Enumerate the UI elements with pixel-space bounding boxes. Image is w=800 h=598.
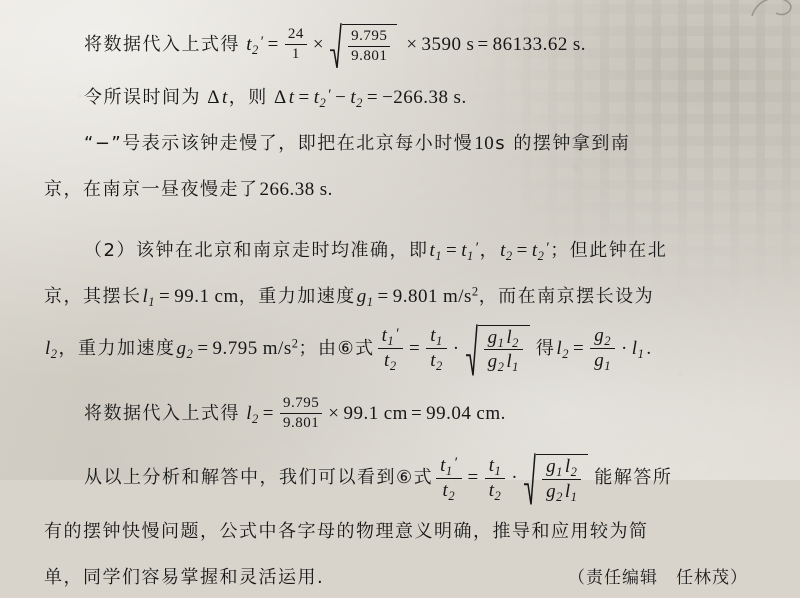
value-9-795: 9.795: [212, 337, 258, 359]
value-9-801: 9.801: [392, 285, 438, 307]
part2-text-c: 京，其摆长: [44, 285, 142, 307]
value-99-04: 99.04: [426, 403, 472, 425]
part2-text-b: ；但此钟在北: [550, 239, 668, 261]
variable-l1-b: $l_1$: [631, 337, 645, 361]
fraction-g1l2-g2l1-b: $\frac{g_1 l_2}{g_2 l_1}$: [539, 456, 584, 503]
paragraph-minus-sign-explanation-line2: [44, 170, 770, 210]
unit-seconds-3: s.: [453, 86, 467, 108]
fraction-t1-over-t2: $\frac{t_1}{t_2}$: [423, 325, 450, 372]
paragraph-substitute-data-l2: 将数据代入上式得 $l_2$ = $\frac{9.795}{9.801}$ × 99.1 cm = 99.04 cm.: [84, 395, 506, 432]
conclusion-text-b: 能解答所: [594, 467, 673, 489]
value-99-1: 99.1: [174, 285, 210, 307]
sqrt-g1l2-over-g2l1: [465, 323, 534, 377]
conclusion-text-a: 从以上分析和解答中，我们可以看到⑥式: [84, 467, 434, 489]
fraction-9795-over-9801: $\frac{9.795}{9.801}$: [345, 28, 393, 66]
unit-seconds-4: s.: [319, 178, 333, 200]
fraction-g1l2-g2l1: $\frac{g_1 l_2}{g_2 l_1}$: [481, 327, 526, 374]
unit-cm-3: cm.: [476, 403, 506, 425]
part2-text-d: ，重力加速度: [238, 285, 356, 307]
paragraph-conclusion-line2: [44, 512, 770, 552]
explanation-text-a: “−”号表示该钟走慢了，即把在北京每小时慢: [84, 132, 474, 154]
variable-l2: $l_2$: [45, 337, 58, 361]
unit-m-per-s2-1: $m/s^2$: [442, 284, 479, 307]
conclusion-text-d: 单，同学们容易掌握和灵活运用.: [44, 566, 325, 588]
paragraph-part2-line3: $l_2$，重力加速度$g_2 = 9.795$ $m/s^2$；由⑥式 $\frac{t_1'}{t_2}$ = $\frac{t_1}{t_2}$ · $\frac{g_1 l_2}{g_2 l_1}$ 得$l_2$ = $\frac{g_2}{g_1}$ · $l_1$ .: [44, 323, 770, 377]
variable-t2-prime: $t_2'$: [246, 33, 264, 57]
value-minus-266-38: −266.38: [382, 86, 449, 108]
unit-seconds-1: s: [466, 33, 475, 55]
paragraph-conclusion-line3: [44, 558, 770, 598]
paragraph-substitute-data-t2: 将数据代入上式得 $t_2'$ = $\frac{24}{1}$ × $\frac{9.795}{9.801}$ × 3590 s = 86133.62 s.: [44, 22, 770, 69]
symbol-delta-t-2: Δ: [274, 86, 287, 108]
variable-l2-c: $l_2$: [246, 403, 259, 427]
variable-l2-b: $l_2$: [556, 337, 569, 361]
l2-lead-text: 将数据代入上式得: [84, 403, 240, 425]
radical-sign-icon-3: [524, 452, 536, 506]
variable-g1: $g_1$: [356, 285, 374, 309]
part2-text-f: ，重力加速度: [58, 337, 176, 359]
radical-sign-icon: [330, 22, 342, 69]
value-10: 10: [474, 132, 495, 154]
variable-l1: $l_1$: [142, 285, 156, 309]
symbol-delta-t-1: Δ: [207, 86, 220, 108]
variable-t1-prime: $t_1'$: [461, 238, 479, 263]
part2-text-e: ，而在南京摆长设为: [478, 285, 655, 307]
delta-t-mid-text: ，则: [228, 86, 268, 108]
paragraph-part2-line2: 京，其摆长$l_1 = 99.1$ cm，重力加速度$g_1 = 9.801$ $m/s^2$，而在南京摆长设为: [44, 284, 655, 309]
value-99-1-b: 99.1: [343, 403, 379, 425]
value-3590: 3590: [421, 33, 462, 55]
paragraph-minus-sign-explanation-line1: [44, 124, 770, 164]
variable-g2: $g_2$: [176, 337, 194, 361]
delta-t-lead-text: 令所误时间为: [84, 86, 201, 108]
paragraph-conclusion-line1: 从以上分析和解答中，我们可以看到⑥式 $\frac{t_1'}{t_2}$ = $\frac{t_1}{t_2}$ · $\frac{g_1 l_2}{g_2 l_1}$ 能解答所: [44, 452, 770, 506]
value-result-86133-62: 86133.62: [492, 33, 568, 55]
variable-t2-prime-b: $t_2'$: [531, 238, 550, 263]
variable-t2: $t_2$: [350, 86, 363, 110]
fraction-t1prime-over-t2: $\frac{t_1'}{t_2}$: [375, 325, 406, 372]
part2-text-h: 得: [535, 337, 556, 359]
conclusion-text-c: 有的摆钟快慢问题，公式中各字母的物理意义明确，推导和应用较为简: [44, 520, 649, 542]
unit-m-per-s2-2: $m/s^2$: [262, 336, 299, 359]
variable-t2-prime-2: $t_2'$: [313, 86, 332, 110]
explanation-text-b: s 的摆钟拿到南: [495, 132, 631, 154]
paragraph-lead-text: 将数据代入上式得: [84, 33, 240, 55]
radical-sign-icon-2: [466, 323, 478, 377]
paragraph-delta-t: 令所误时间为 Δ t，则 Δ $t = t_2' - t_2 = -266.38$ s.: [84, 86, 467, 110]
value-266-38: 266.38: [259, 178, 315, 200]
variable-t2-b: $t_2$: [500, 239, 513, 263]
part2-text-g: ；由⑥式: [298, 337, 375, 359]
editor-credit: （责任编辑 任林茂）: [568, 567, 748, 588]
part2-text-a: （2）该钟在北京和南京走时均准确，即: [84, 239, 429, 261]
fraction-t1-over-t2-b: $\frac{t_1}{t_2}$: [482, 455, 509, 502]
sqrt-g-ratio: [329, 22, 401, 69]
explanation-text-c: 京，在南京一昼夜慢走了: [44, 178, 259, 200]
sqrt-g1l2-over-g2l1-b: [523, 452, 592, 506]
fraction-9795-over-9801-b: $\frac{9.795}{9.801}$: [277, 395, 325, 433]
fraction-g2-over-g1: $\frac{g_2}{g_1}$: [587, 325, 618, 372]
paragraph-part2-line1: （2）该钟在北京和南京走时均准确，即$t_1 = t_1'$，$t_2 = t_2'$；但此钟在北: [84, 238, 668, 263]
fraction-t1prime-over-t2-b: $\frac{t_1'}{t_2}$: [433, 454, 464, 501]
unit-seconds-2: s.: [572, 33, 587, 55]
fraction-24-over-1: $\frac{24}{1}$: [282, 26, 310, 64]
variable-t1: $t_1$: [429, 239, 442, 263]
unit-cm-2: cm: [383, 403, 408, 425]
unit-cm-1: cm: [214, 285, 239, 307]
